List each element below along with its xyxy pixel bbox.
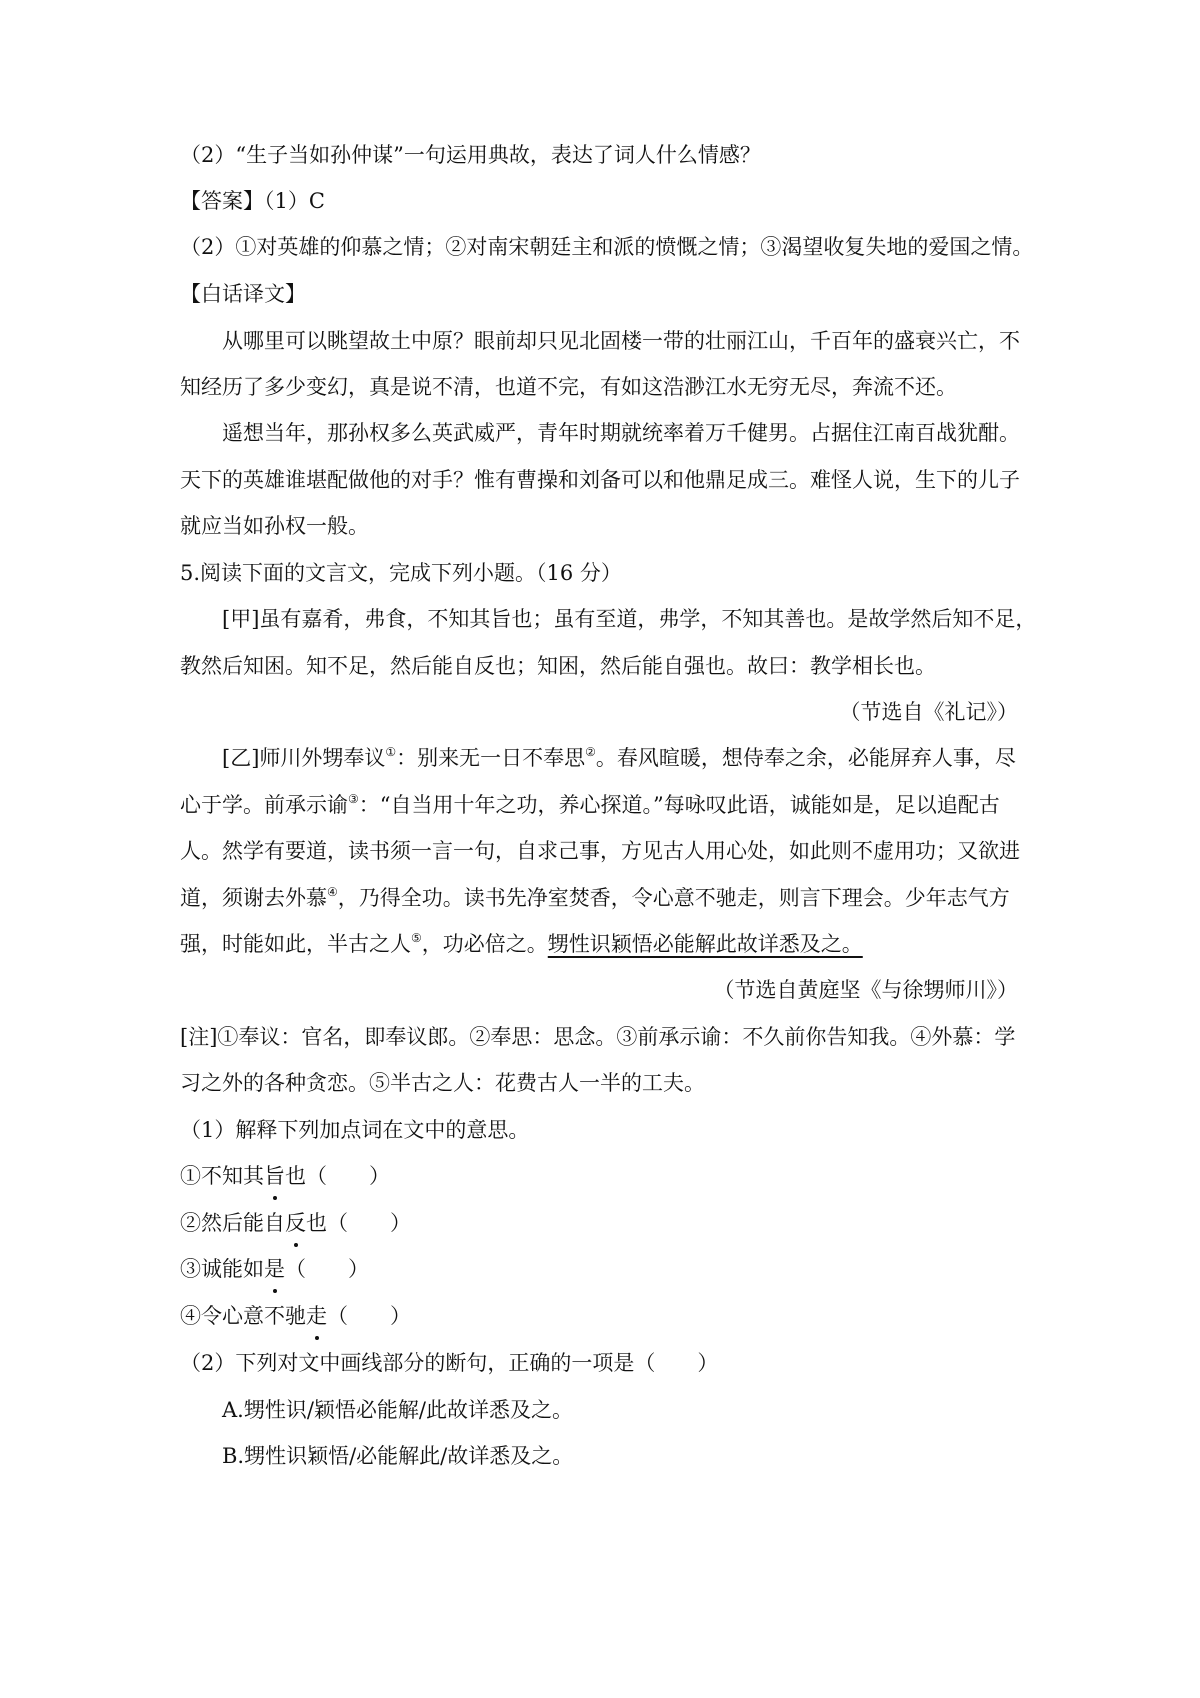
underlined-sentence: 甥性识颖悟必能解此故详悉及之。: [547, 932, 863, 956]
q2-prompt: （2）“生子当如孙仲谋”一句运用典故，表达了词人什么情感？: [180, 143, 761, 167]
subquestion-2-option-a: A.甥性识/颖悟必能解/此故详悉及之。: [222, 1398, 573, 1422]
dotted-word: 是: [264, 1254, 285, 1284]
footnote-marker: ④: [327, 885, 338, 899]
passage-yi-line: 人。然学有要道，读书须一言一句，自求己事，方见古人用心处，如此则不虚用功；又欲进: [180, 839, 1020, 863]
passage-jia-line: 教然后知困。知不足，然后能自反也；知困，然后能自强也。故曰：教学相长也。: [180, 654, 936, 678]
footnote-marker: ②: [585, 745, 596, 759]
subquestion-1-item: ③诚能如是（ ）: [180, 1254, 369, 1284]
translation-p1-line: 知经历了多少变幻，真是说不清，也道不完，有如这浩渺江水无穷无尽，奔流不还。: [180, 375, 957, 399]
footnote-marker: ③: [348, 792, 359, 806]
subquestion-1-prompt: （1）解释下列加点词在文中的意思。: [180, 1118, 530, 1142]
passage-jia-source: （节选自《礼记》）: [839, 700, 1018, 724]
passage-yi-line: 道，须谢去外慕④，乃得全功。读书先净室焚香，令心意不驰走，则言下理会。少年志气方: [180, 885, 1010, 910]
passage-yi-line: 心于学。前承示谕③：“自当用十年之功，养心探道。”每咏叹此语，诚能如是，足以追配古: [180, 792, 1000, 817]
subquestion-1-item: ②然后能自反也（ ）: [180, 1208, 411, 1238]
passage-yi-source: （节选自黄庭坚《与徐甥师川》）: [713, 978, 1018, 1002]
notes-line: [注]①奉议：官名，即奉议郎。②奉思：思念。③前承示谕：不久前你告知我。④外慕：学: [180, 1025, 1016, 1049]
dotted-word: 旨: [264, 1161, 285, 1191]
passage-jia-line: [甲]虽有嘉肴，弗食，不知其旨也；虽有至道，弗学，不知其善也。是故学然后知不足，: [222, 607, 1037, 631]
subquestion-2-prompt: （2）下列对文中画线部分的断句，正确的一项是（ ）: [180, 1351, 719, 1375]
dotted-word: 走: [306, 1301, 327, 1331]
dotted-word: 反: [285, 1208, 306, 1238]
footnote-marker: ⑤: [411, 931, 422, 945]
translation-p2-line: 天下的英雄谁堪配做他的对手？惟有曹操和刘备可以和他鼎足成三。难怪人说，生下的儿子: [180, 468, 1020, 492]
passage-yi-line: [乙]师川外甥奉议①：别来无一日不奉思②。春风暄暖，想侍奉之余，必能屏弃人事，尽: [222, 745, 1016, 770]
footnote-marker: ①: [385, 745, 397, 759]
subquestion-2-option-b: B.甥性识颖悟/必能解此/故详悉及之。: [222, 1444, 574, 1468]
translation-p1-line: 从哪里可以眺望故土中原？眼前却只见北固楼一带的壮丽江山，千百年的盛衰兴亡，不: [222, 329, 1020, 353]
notes-line: 习之外的各种贪恋。⑤半古之人：花费古人一半的工夫。: [180, 1071, 705, 1095]
subquestion-1-item: ④令心意不驰走（ ）: [180, 1301, 411, 1331]
translation-heading: 【白话译文】: [180, 282, 306, 306]
answer-line-1: 【答案】（1）C: [180, 189, 325, 213]
answer-line-2: （2）①对英雄的仰慕之情；②对南宋朝廷主和派的愤慨之情；③渴望收复失地的爱国之情。: [180, 235, 1034, 259]
subquestion-1-item: ①不知其旨也（ ）: [180, 1161, 390, 1191]
question5-title: 5.阅读下面的文言文，完成下列小题。（16 分）: [180, 561, 622, 585]
translation-p2-line: 就应当如孙权一般。: [180, 514, 369, 538]
passage-yi-line: 强，时能如此，半古之人⑤，功必倍之。甥性识颖悟必能解此故详悉及之。: [180, 931, 863, 956]
translation-p2-line: 遥想当年，那孙权多么英武威严，青年时期就统率着万千健男。占据住江南百战犹酣。: [222, 421, 1020, 445]
